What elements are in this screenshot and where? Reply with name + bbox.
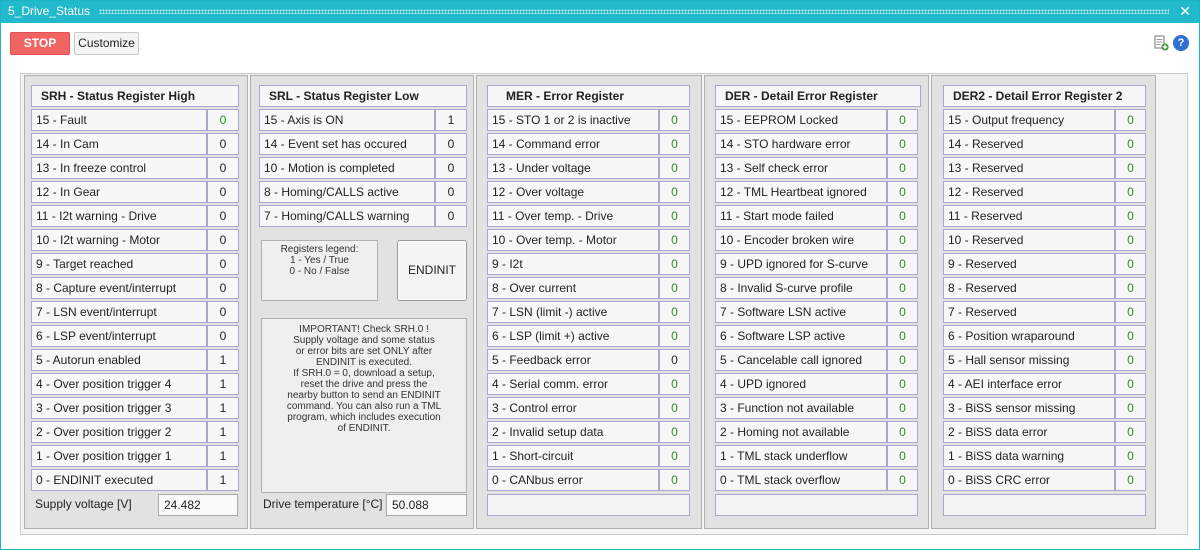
register-bit-label: 10 - Encoder broken wire	[715, 229, 887, 251]
register-bit-label: 2 - BiSS data error	[943, 421, 1115, 443]
register-bit-value: 0	[887, 397, 918, 419]
register-bit-value: 0	[659, 373, 690, 395]
register-bit-label: 14 - Event set has occured	[259, 133, 435, 155]
register-bit-label: 10 - Over temp. - Motor	[487, 229, 659, 251]
register-bit-value: 0	[207, 325, 239, 347]
register-bit-label: 11 - Start mode failed	[715, 205, 887, 227]
legend-yes: 1 - Yes / True	[290, 255, 349, 266]
register-bit-label: 5 - Feedback error	[487, 349, 659, 371]
register-bit-value: 0	[887, 301, 918, 323]
register-bit-label: 6 - LSP event/interrupt	[31, 325, 207, 347]
register-bit-value: 0	[659, 277, 690, 299]
register-bit-label: 12 - Over voltage	[487, 181, 659, 203]
register-bit-label: 13 - Under voltage	[487, 157, 659, 179]
register-bit-value: 0	[887, 277, 918, 299]
register-bit-label: 12 - TML Heartbeat ignored	[715, 181, 887, 203]
note-line: ENDINIT is executed.	[316, 357, 412, 368]
note-line: Supply voltage and some status	[293, 335, 435, 346]
endinit-button[interactable]: ENDINIT	[397, 240, 467, 301]
registers-legend	[261, 240, 378, 301]
note-line: reset the drive and press the	[300, 379, 428, 390]
register-bit-value: 0	[1115, 253, 1146, 275]
register-bit-label: 7 - Software LSN active	[715, 301, 887, 323]
register-bit-label: 3 - Control error	[487, 397, 659, 419]
register-bit-value: 1	[207, 421, 239, 443]
export-icon[interactable]	[1153, 35, 1169, 51]
register-bit-label: 1 - TML stack underflow	[715, 445, 887, 467]
register-bit-label: 0 - BiSS CRC error	[943, 469, 1115, 491]
register-bit-label: 1 - Over position trigger 1	[31, 445, 207, 467]
register-bit-label: 1 - BiSS data warning	[943, 445, 1115, 467]
register-bit-label: 11 - Over temp. - Drive	[487, 205, 659, 227]
register-bit-value: 1	[435, 109, 467, 131]
register-bit-label: 13 - In freeze control	[31, 157, 207, 179]
register-bit-value: 1	[207, 397, 239, 419]
register-bit-value: 1	[207, 373, 239, 395]
register-bit-label: 8 - Homing/CALLS active	[259, 181, 435, 203]
important-note	[261, 318, 467, 493]
register-bit-value: 0	[659, 133, 690, 155]
title-grip[interactable]	[99, 9, 1169, 14]
register-bit-label: 10 - I2t warning - Motor	[31, 229, 207, 251]
register-bit-label: 6 - LSP (limit +) active	[487, 325, 659, 347]
toolbar	[1, 23, 1199, 61]
register-bit-label: 6 - Software LSP active	[715, 325, 887, 347]
register-bit-label: 14 - STO hardware error	[715, 133, 887, 155]
register-bit-label: 11 - Reserved	[943, 205, 1115, 227]
register-bit-label: 11 - I2t warning - Drive	[31, 205, 207, 227]
window-title: 5_Drive_Status	[8, 4, 91, 18]
register-bit-label: 9 - Reserved	[943, 253, 1115, 275]
register-bit-value: 0	[1115, 469, 1146, 491]
der2-footer	[943, 494, 1146, 516]
register-bit-label: 8 - Reserved	[943, 277, 1115, 299]
register-bit-value: 0	[1115, 373, 1146, 395]
register-bit-label: 14 - In Cam	[31, 133, 207, 155]
register-bit-label: 10 - Reserved	[943, 229, 1115, 251]
register-bit-value: 1	[207, 445, 239, 467]
register-bit-value: 0	[207, 229, 239, 251]
register-bit-value: 0	[659, 157, 690, 179]
register-bit-label: 14 - Reserved	[943, 133, 1115, 155]
register-bit-label: 7 - Reserved	[943, 301, 1115, 323]
register-bit-value: 0	[1115, 133, 1146, 155]
register-bit-value: 0	[1115, 421, 1146, 443]
register-bit-label: 12 - Reserved	[943, 181, 1115, 203]
register-bit-label: 2 - Over position trigger 2	[31, 421, 207, 443]
register-bit-value: 1	[207, 349, 239, 371]
register-bit-value: 0	[659, 397, 690, 419]
register-bit-label: 7 - LSN event/interrupt	[31, 301, 207, 323]
register-bit-value: 0	[887, 109, 918, 131]
register-bit-label: 3 - BiSS sensor missing	[943, 397, 1115, 419]
register-bit-value: 0	[207, 253, 239, 275]
register-bit-value: 0	[1115, 301, 1146, 323]
register-bit-value: 0	[1115, 229, 1146, 251]
register-bit-value: 0	[659, 181, 690, 203]
register-bit-label: 5 - Hall sensor missing	[943, 349, 1115, 371]
register-bit-label: 0 - ENDINIT executed	[31, 469, 207, 491]
register-bit-value: 0	[887, 181, 918, 203]
note-line: of ENDINIT.	[337, 423, 391, 434]
register-bit-value: 0	[659, 469, 690, 491]
der-header: DER - Detail Error Register	[715, 85, 921, 107]
register-bit-label: 4 - UPD ignored	[715, 373, 887, 395]
register-bit-value: 0	[207, 109, 239, 131]
note-line: or error bits are set ONLY after	[295, 346, 433, 357]
register-bit-value: 0	[659, 349, 690, 371]
note-line: IMPORTANT! Check SRH.0 !	[299, 324, 429, 335]
register-bit-label: 0 - TML stack overflow	[715, 469, 887, 491]
register-bit-value: 0	[1115, 277, 1146, 299]
register-bit-value: 0	[887, 373, 918, 395]
register-bit-label: 9 - UPD ignored for S-curve	[715, 253, 887, 275]
register-bit-label: 5 - Autorun enabled	[31, 349, 207, 371]
register-bit-value: 0	[435, 133, 467, 155]
register-bit-value: 0	[659, 229, 690, 251]
register-bit-label: 4 - Serial comm. error	[487, 373, 659, 395]
legend-no: 0 - No / False	[289, 266, 350, 277]
register-bit-value: 0	[659, 325, 690, 347]
register-bit-label: 5 - Cancelable call ignored	[715, 349, 887, 371]
register-bit-value: 0	[207, 157, 239, 179]
register-bit-value: 0	[887, 421, 918, 443]
register-bit-value: 0	[887, 133, 918, 155]
register-bit-label: 9 - I2t	[487, 253, 659, 275]
register-bit-value: 0	[207, 301, 239, 323]
register-bit-label: 7 - Homing/CALLS warning	[259, 205, 435, 227]
register-bit-value: 0	[1115, 349, 1146, 371]
legend-title: Registers legend:	[280, 244, 359, 255]
register-bit-value: 0	[1115, 325, 1146, 347]
drive-temperature-field[interactable]: 50.088	[386, 494, 467, 516]
register-bit-value: 0	[887, 253, 918, 275]
register-bit-label: 8 - Capture event/interrupt	[31, 277, 207, 299]
register-bit-label: 12 - In Gear	[31, 181, 207, 203]
register-bit-value: 0	[887, 349, 918, 371]
register-bit-label: 4 - Over position trigger 4	[31, 373, 207, 395]
register-bit-value: 0	[659, 253, 690, 275]
register-bit-label: 6 - Position wraparound	[943, 325, 1115, 347]
register-bit-value: 0	[887, 229, 918, 251]
register-bit-value: 0	[435, 205, 467, 227]
register-bit-label: 0 - CANbus error	[487, 469, 659, 491]
register-bit-label: 7 - LSN (limit -) active	[487, 301, 659, 323]
srl-header: SRL - Status Register Low	[259, 85, 467, 107]
register-bit-value: 0	[1115, 445, 1146, 467]
register-bit-label: 8 - Invalid S-curve profile	[715, 277, 887, 299]
register-bit-label: 15 - Output frequency	[943, 109, 1115, 131]
register-bit-label: 13 - Reserved	[943, 157, 1115, 179]
register-bit-label: 9 - Target reached	[31, 253, 207, 275]
note-line: program, which includes execution	[287, 412, 441, 423]
srh-header: SRH - Status Register High	[31, 85, 239, 107]
register-bit-label: 13 - Self check error	[715, 157, 887, 179]
supply-voltage-field[interactable]: 24.482	[158, 494, 238, 516]
register-bit-value: 0	[435, 181, 467, 203]
register-bit-value: 0	[659, 421, 690, 443]
register-bit-label: 3 - Over position trigger 3	[31, 397, 207, 419]
register-bit-value: 1	[207, 469, 239, 491]
register-bit-value: 0	[659, 301, 690, 323]
register-bit-label: 8 - Over current	[487, 277, 659, 299]
register-bit-value: 0	[207, 133, 239, 155]
der-footer	[715, 494, 918, 516]
register-bit-label: 15 - EEPROM Locked	[715, 109, 887, 131]
register-bit-label: 2 - Invalid setup data	[487, 421, 659, 443]
register-bit-value: 0	[659, 109, 690, 131]
der2-header: DER2 - Detail Error Register 2	[943, 85, 1146, 107]
register-bit-value: 0	[1115, 181, 1146, 203]
register-bit-value: 0	[435, 157, 467, 179]
register-bit-label: 14 - Command error	[487, 133, 659, 155]
register-bit-label: 4 - AEI interface error	[943, 373, 1115, 395]
register-bit-label: 15 - Fault	[31, 109, 207, 131]
note-line: nearby button to send an ENDINIT	[287, 390, 441, 401]
customize-button[interactable]: Customize	[74, 32, 139, 55]
register-bit-value: 0	[887, 445, 918, 467]
register-bit-label: 1 - Short-circuit	[487, 445, 659, 467]
register-bit-value: 0	[207, 277, 239, 299]
register-bit-label: 15 - STO 1 or 2 is inactive	[487, 109, 659, 131]
close-icon[interactable]: ✕	[1179, 3, 1191, 19]
note-line: If SRH.0 = 0, download a setup,	[293, 368, 435, 379]
mer-header: MER - Error Register	[487, 85, 690, 107]
register-bit-value: 0	[887, 157, 918, 179]
supply-voltage-label: Supply voltage [V]	[35, 497, 132, 511]
register-bit-value: 0	[887, 205, 918, 227]
stop-button[interactable]: STOP	[10, 32, 70, 55]
register-bit-value: 0	[1115, 397, 1146, 419]
register-bit-label: 2 - Homing not available	[715, 421, 887, 443]
register-bit-value: 0	[659, 205, 690, 227]
register-bit-label: 3 - Function not available	[715, 397, 887, 419]
register-bit-value: 0	[887, 469, 918, 491]
register-bit-value: 0	[207, 205, 239, 227]
help-icon[interactable]: ?	[1173, 35, 1189, 51]
mer-footer	[487, 494, 690, 516]
register-bit-label: 10 - Motion is completed	[259, 157, 435, 179]
register-bit-value: 0	[887, 325, 918, 347]
register-bit-value: 0	[207, 181, 239, 203]
register-bit-value: 0	[1115, 205, 1146, 227]
register-bit-value: 0	[1115, 109, 1146, 131]
drive-temperature-label: Drive temperature [°C]	[263, 497, 383, 511]
note-line: command. You can also run a TML	[286, 401, 442, 412]
title-bar[interactable]	[1, 1, 1199, 23]
register-bit-value: 0	[1115, 157, 1146, 179]
register-bit-label: 15 - Axis is ON	[259, 109, 435, 131]
register-bit-value: 0	[659, 445, 690, 467]
